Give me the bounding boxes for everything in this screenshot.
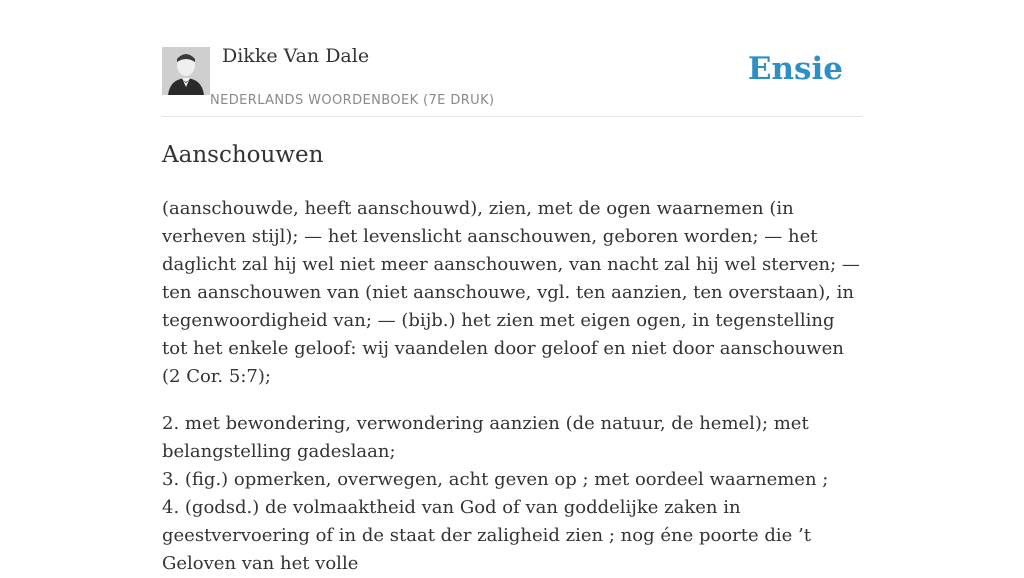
entry-content [162,139,862,578]
source-label[interactable]: NEDERLANDS WOORDENBOEK (7E DRUK) [210,93,495,108]
entry-title: Aanschouwen [162,142,324,168]
brand-logo[interactable]: Ensie [747,51,843,87]
avatar[interactable] [162,47,210,95]
list-item: 3. (fig.) opmerken, overwegen, acht geven op ; met oordeel waarnemen ; [162,469,829,490]
entry-paragraph: (aanschouwde, heeft aanschouwd), zien, met de ogen waarnemen (in verheven stijl); — het levenslicht aanschouwen, geboren worden; — het daglicht zal hij wel niet meer aanschouwen, van nacht zal hij wel sterven; — ten aanschouwen van (niet aanschouwe, vgl. ten aanzien, ten overstaan), in tegenwoordigheid van; — (bijb.) het zien met eigen ogen, in tegenstelling tot het enkele geloof: wij vaandelen door geloof en niet door aanschouwen (2 Cor. 5:7); [162,198,860,387]
list-item: 2. met bewondering, verwondering aanzien (de natuur, de hemel); met belangstelling gadeslaan; [162,413,809,462]
list-item: 4. (godsd.) de volmaaktheid van God of van goddelijke zaken in geestvervoering of in de staat der zaligheid zien ; nog éne poorte die ’t Geloven van het volle [162,497,811,574]
author-portrait-icon [162,47,210,95]
author-name[interactable]: Dikke Van Dale [222,45,370,67]
header [162,0,862,117]
entry-list [162,410,862,578]
